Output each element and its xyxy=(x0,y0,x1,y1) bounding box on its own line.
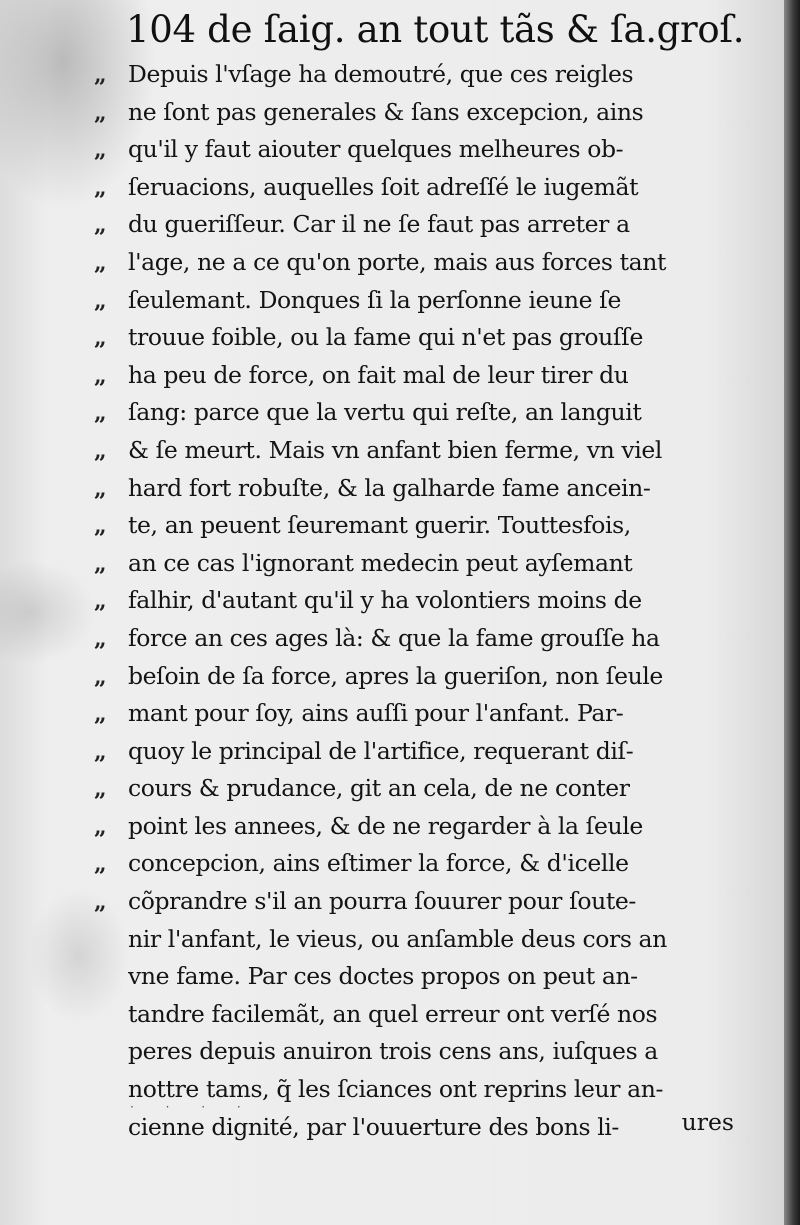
line-text: an ce cas l'ignorant medecin peut ayſemant xyxy=(128,548,633,577)
text-line xyxy=(94,470,754,508)
line-text: qu'il y faut aiouter quelques melheures ob- xyxy=(128,135,624,164)
line-text: vne fame. Par ces doctes propos on peut an- xyxy=(128,962,638,991)
book-spine-shadow xyxy=(784,0,800,1225)
quotation-mark: „ xyxy=(94,62,107,88)
text-line xyxy=(94,921,754,959)
quotation-mark: „ xyxy=(94,400,107,427)
line-text: peres depuis anuiron trois cens ans, iuſques a xyxy=(128,1037,658,1066)
text-line xyxy=(94,770,754,808)
line-text: falhir, d'autant qu'il y ha volontiers moins de xyxy=(128,586,642,615)
line-text: ſang: parce que la vertu qui reſte, an languit xyxy=(128,398,642,427)
text-line xyxy=(94,432,754,470)
text-line xyxy=(94,958,754,996)
line-text: hard fort robuſte, & la galharde fame ancein- xyxy=(128,473,651,502)
text-line xyxy=(94,131,754,169)
text-line xyxy=(94,282,754,320)
quotation-mark: „ xyxy=(94,625,107,652)
quotation-mark: „ xyxy=(94,550,107,577)
line-text: te, an peuent ſeuremant guerir. Touttesfois, xyxy=(128,511,631,540)
text-line xyxy=(94,394,754,432)
line-text: trouue foible, ou la fame qui n'et pas grouſſe xyxy=(128,323,643,352)
line-text: ſeruacions, auquelles ſoit adreſſé le iugemãt xyxy=(128,172,639,201)
line-text: beſoin de ſa force, apres la gueriſon, non ſeule xyxy=(128,661,663,690)
text-line xyxy=(94,808,754,846)
text-body xyxy=(94,56,754,1146)
ink-specks: · · · · xyxy=(130,1100,255,1114)
line-text: & ſe meurt. Mais vn anfant bien ferme, vn viel xyxy=(128,435,663,464)
text-line xyxy=(94,845,754,883)
line-text: ſeulemant. Donques ſi la perſonne ieune ſe xyxy=(128,285,621,314)
quotation-mark: „ xyxy=(94,325,107,352)
quotation-mark: „ xyxy=(94,813,107,840)
line-text: point les annees, & de ne regarder à la ſeule xyxy=(128,811,643,840)
quotation-mark: „ xyxy=(94,701,107,728)
text-line xyxy=(94,244,754,282)
quotation-mark: „ xyxy=(94,475,107,502)
text-line xyxy=(94,545,754,583)
quotation-mark: „ xyxy=(94,362,107,389)
line-text: tandre facilemãt, an quel erreur ont verſé nos xyxy=(128,999,658,1028)
quotation-mark: „ xyxy=(94,663,107,690)
line-text: concepcion, ains eſtimer la force, & d'icelle xyxy=(128,849,629,878)
text-line xyxy=(94,1033,754,1071)
text-line xyxy=(94,94,754,132)
quotation-mark: „ xyxy=(94,776,107,803)
quotation-mark: „ xyxy=(94,738,107,765)
text-line xyxy=(94,357,754,395)
quotation-mark: „ xyxy=(94,99,107,126)
quotation-mark: „ xyxy=(94,889,107,916)
text-line xyxy=(94,319,754,357)
line-text: mant pour ſoy, ains auſſi pour l'anfant. Par- xyxy=(128,699,624,728)
quotation-mark: „ xyxy=(94,851,107,878)
quotation-mark: „ xyxy=(94,287,107,314)
quotation-mark: „ xyxy=(94,588,107,615)
text-line xyxy=(94,206,754,244)
line-text: du gueriſſeur. Car il ne ſe faut pas arreter a xyxy=(128,210,630,239)
text-line xyxy=(94,883,754,921)
text-line xyxy=(94,56,754,94)
line-text: force an ces ages là: & que la fame grouſſe ha xyxy=(128,623,660,652)
line-text: cienne dignité, par l'ouuerture des bons li- xyxy=(128,1112,619,1141)
quotation-mark: „ xyxy=(94,249,107,276)
line-text: ha peu de force, on fait mal de leur tirer du xyxy=(128,360,629,389)
text-line xyxy=(94,658,754,696)
quotation-mark: „ xyxy=(94,437,107,464)
text-line xyxy=(94,169,754,207)
line-text: quoy le principal de l'artifice, requerant diſ- xyxy=(128,736,634,765)
text-line xyxy=(94,733,754,771)
running-head: 104 de ſaig. an tout tãs & ſa.groſ. xyxy=(126,8,745,51)
line-text: cours & prudance, git an cela, de ne conter xyxy=(128,774,630,803)
line-text: l'age, ne a ce qu'on porte, mais aus forces tant xyxy=(128,247,667,276)
line-text: Depuis l'vſage ha demoutré, que ces reigles xyxy=(128,60,634,88)
quotation-mark: „ xyxy=(94,212,107,239)
line-text: nottre tams, q̃ les ſciances ont reprins leur an- xyxy=(128,1075,664,1104)
quotation-mark: „ xyxy=(94,513,107,540)
quotation-mark: „ xyxy=(94,137,107,164)
text-line xyxy=(94,620,754,658)
catchword: ures xyxy=(681,1108,734,1136)
quotation-mark: „ xyxy=(94,174,107,201)
text-line xyxy=(94,996,754,1034)
line-text: ne ſont pas generales & ſans excepcion, ains xyxy=(128,97,644,126)
line-text: cõprandre s'il an pourra ſouurer pour ſoute- xyxy=(128,887,636,916)
text-line xyxy=(94,507,754,545)
line-text: nir l'anfant, le vieus, ou anſamble deus cors an xyxy=(128,924,667,953)
text-line xyxy=(94,695,754,733)
text-line xyxy=(94,582,754,620)
